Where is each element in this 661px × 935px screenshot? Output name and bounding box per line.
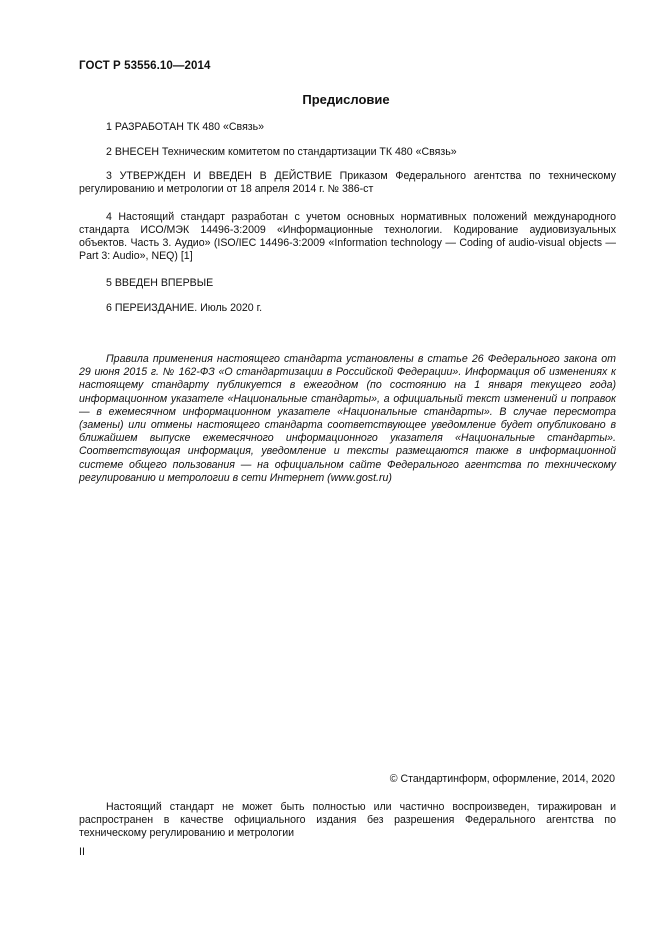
standard-code-header: ГОСТ Р 53556.10—2014: [79, 60, 211, 72]
foreword-item-6: 6 ПЕРЕИЗДАНИЕ. Июль 2020 г.: [106, 302, 263, 314]
foreword-item-3: 3 УТВЕРЖДЕН И ВВЕДЕН В ДЕЙСТВИЕ Приказом Федерального агентства по техническому регулированию и метрологии от 18 апреля 2014 г. № 386-ст: [79, 170, 616, 195]
foreword-item-5: 5 ВВЕДЕН ВПЕРВЫЕ: [106, 277, 214, 289]
copyright-line: © Стандартинформ, оформление, 2014, 2020: [389, 773, 615, 785]
page-title: Предисловие: [302, 92, 390, 107]
application-rules-notice: Правила применения настоящего стандарта установлены в статье 26 Федерального закона от 29 июня 2015 г. № 162-ФЗ «О стандартизации в Российской Федерации». Информация об изменениях к настоящему стандарту публикуется в ежегодном (по состоянию на 1 января текущего года) информационном указателе «Национальные стандарты», а официальный текст изменений и поправок — в ежемесячном информационном указателе «Национальные стандарты». В случае пересмотра (замены) или отмены настоящего стандарта соответствующее уведомление будет опубликовано в ближайшем выпуске ежемесячного информационного указателя «Национальные стандарты». Соответствующая информация, уведомление и тексты размещаются также в информационной системе общего пользования — на официальном сайте Федерального агентства по техническому регулированию и метрологии в сети Интернет (www.gost.ru): [79, 353, 616, 484]
foreword-item-2: 2 ВНЕСЕН Техническим комитетом по стандартизации ТК 480 «Связь»: [106, 146, 457, 158]
page-number: II: [79, 846, 85, 858]
foreword-item-4: 4 Настоящий стандарт разработан с учетом основных нормативных положений международного стандарта ИСО/МЭК 14496-3:2009 «Информационные технологии. Кодирование аудиовизуальных объектов. Часть 3. Аудио» (ISO/IEC 14496-3:2009 «Information technology — Coding of audio-visual objects — Part 3: Audio», NEQ) [1]: [79, 211, 616, 262]
reproduction-notice: Настоящий стандарт не может быть полностью или частично воспроизведен, тиражирован и распространен в качестве официального издания без разрешения Федерального агентства по техническому регулированию и метрологии: [79, 801, 616, 840]
foreword-item-1: 1 РАЗРАБОТАН ТК 480 «Связь»: [106, 121, 265, 133]
